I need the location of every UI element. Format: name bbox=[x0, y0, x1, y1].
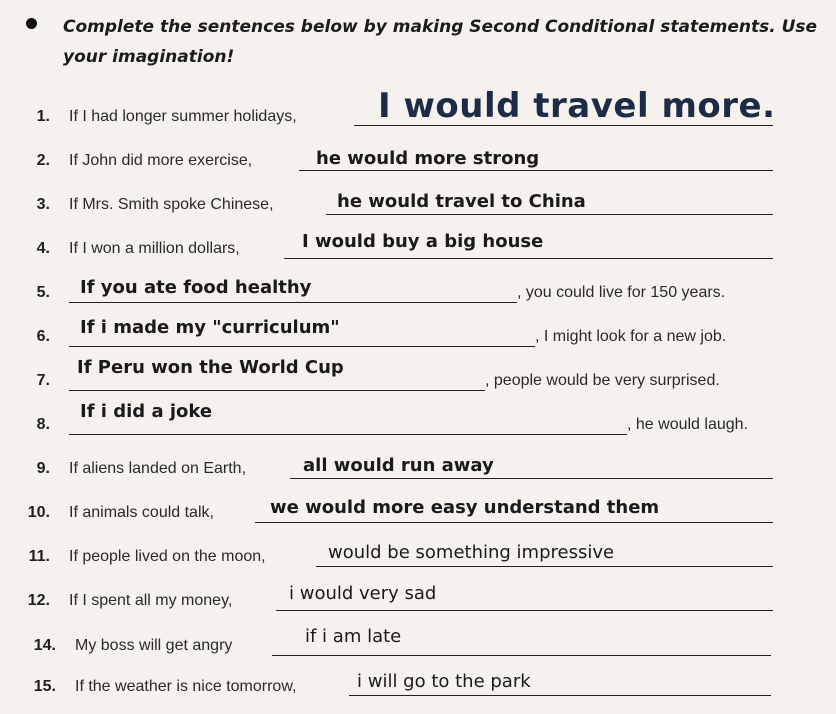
sentence-end: , I might look for a new job. bbox=[535, 328, 727, 345]
sentence-start: If John did more exercise, bbox=[69, 152, 253, 169]
item-number: 2. bbox=[36, 152, 50, 169]
answer-line bbox=[349, 695, 771, 696]
answer-line bbox=[276, 610, 773, 611]
exercise-item-11 bbox=[0, 536, 836, 580]
sentence-start: If I had longer summer holidays, bbox=[69, 108, 297, 125]
exercise-item-9 bbox=[0, 448, 836, 492]
exercise-item-1 bbox=[0, 86, 836, 130]
sentence-end: , he would laugh. bbox=[627, 416, 748, 433]
sentence-start: If I spent all my money, bbox=[69, 592, 233, 609]
answer-line bbox=[255, 522, 773, 523]
exercise-item-2 bbox=[0, 140, 836, 184]
answer-line bbox=[326, 214, 773, 215]
answer-text[interactable]: If you ate food healthy bbox=[80, 277, 312, 298]
answer-text[interactable]: If Peru won the World Cup bbox=[77, 357, 344, 378]
answer-text[interactable]: i will go to the park bbox=[357, 671, 531, 692]
item-number: 15. bbox=[33, 678, 56, 695]
item-number: 3. bbox=[36, 196, 50, 213]
sentence-start: If people lived on the moon, bbox=[69, 548, 266, 565]
answer-text[interactable]: we would more easy understand them bbox=[270, 497, 660, 518]
answer-line bbox=[290, 478, 773, 479]
answer-text[interactable]: he would more strong bbox=[316, 148, 540, 169]
item-number: 9. bbox=[36, 460, 50, 477]
exercise-item-7 bbox=[0, 357, 836, 404]
item-number: 6. bbox=[36, 328, 50, 345]
exercise-item-14 bbox=[0, 625, 836, 669]
answer-text[interactable]: I would buy a big house bbox=[302, 231, 544, 252]
exercise-item-10 bbox=[0, 492, 836, 536]
answer-line bbox=[69, 434, 627, 435]
sentence-start: If Mrs. Smith spoke Chinese, bbox=[69, 196, 274, 213]
sentence-start: My boss will get angry bbox=[75, 637, 233, 654]
item-number: 7. bbox=[36, 372, 50, 389]
exercise-item-4 bbox=[0, 228, 836, 272]
answer-line bbox=[299, 170, 773, 171]
item-number: 5. bbox=[36, 284, 50, 301]
answer-text[interactable]: I would travel more. bbox=[378, 86, 776, 126]
answer-text[interactable]: If i made my "curriculum" bbox=[80, 317, 340, 338]
instructions: Complete the sentences below by making Second Conditional statements. Use your imagination! bbox=[63, 17, 818, 67]
bullet-point bbox=[26, 18, 37, 29]
answer-text[interactable]: If i did a joke bbox=[80, 401, 213, 422]
item-number: 4. bbox=[36, 240, 50, 257]
answer-text[interactable]: would be something impressive bbox=[328, 542, 615, 563]
exercise-item-15 bbox=[0, 666, 836, 710]
answer-line bbox=[284, 258, 773, 259]
item-number: 14. bbox=[33, 637, 56, 654]
item-number: 8. bbox=[36, 416, 50, 433]
exercise-item-3 bbox=[0, 184, 836, 228]
sentence-start: If the weather is nice tomorrow, bbox=[75, 678, 297, 695]
item-number: 12. bbox=[27, 592, 50, 609]
item-number: 11. bbox=[28, 548, 50, 565]
exercise-item-5 bbox=[0, 272, 836, 316]
answer-text[interactable]: if i am late bbox=[305, 626, 402, 647]
answer-line bbox=[69, 346, 535, 347]
exercise-item-8 bbox=[0, 401, 836, 448]
item-number: 1. bbox=[36, 108, 50, 125]
sentence-start: If I won a million dollars, bbox=[69, 240, 240, 257]
sentence-start: If animals could talk, bbox=[69, 504, 214, 521]
answer-line bbox=[69, 390, 485, 391]
answer-text[interactable]: i would very sad bbox=[289, 583, 437, 604]
answer-line bbox=[272, 655, 771, 656]
sentence-end: , people would be very surprised. bbox=[485, 372, 720, 389]
exercise-item-6 bbox=[0, 316, 836, 360]
answer-line bbox=[69, 302, 517, 303]
sentence-end: , you could live for 150 years. bbox=[517, 284, 726, 301]
sentence-start: If aliens landed on Earth, bbox=[69, 460, 247, 477]
item-number: 10. bbox=[27, 504, 50, 521]
answer-text[interactable]: he would travel to China bbox=[337, 191, 586, 212]
answer-line bbox=[316, 566, 773, 567]
exercise-item-12 bbox=[0, 580, 836, 624]
answer-text[interactable]: all would run away bbox=[303, 455, 494, 476]
